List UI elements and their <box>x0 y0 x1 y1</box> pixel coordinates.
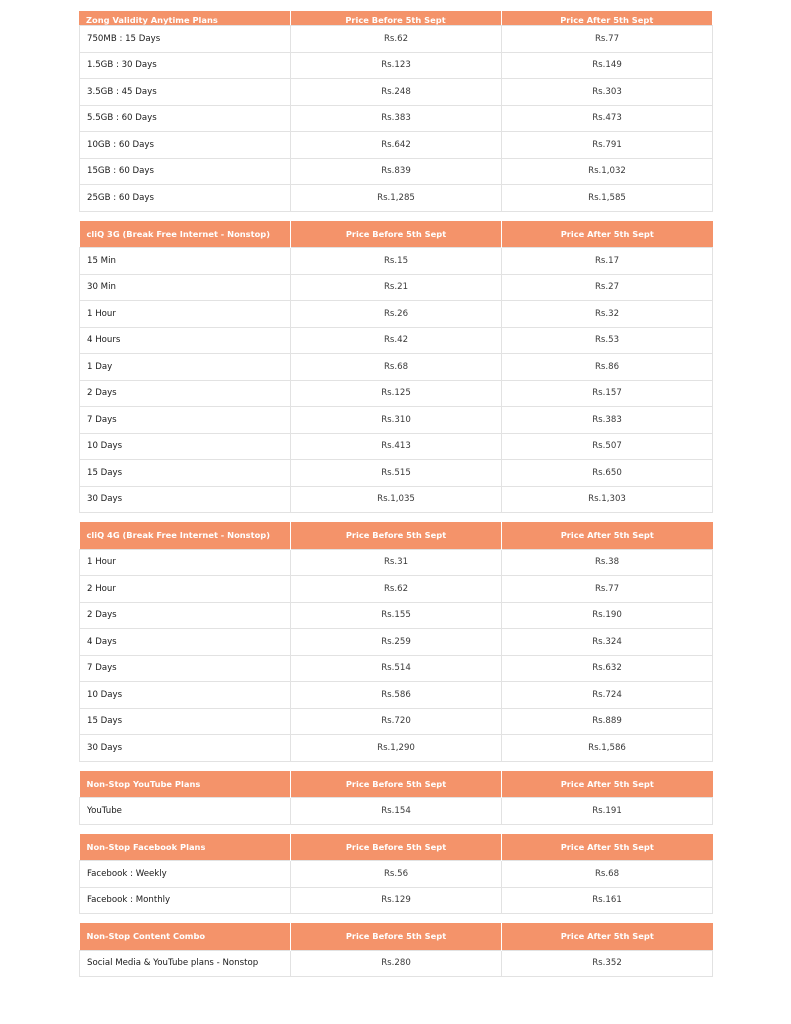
plan-name-cell: 25GB : 60 Days <box>80 185 291 212</box>
plan-name-cell: 2 Hour <box>80 576 291 603</box>
facebook-plans-table <box>79 834 713 915</box>
table-row <box>80 887 713 914</box>
price-after-cell: Rs.1,585 <box>502 185 713 212</box>
youtube-plans-table <box>79 771 713 825</box>
price-after-cell: Rs.1,303 <box>502 486 713 513</box>
table-row <box>80 629 713 656</box>
plan-name-cell: 2 Days <box>80 602 291 629</box>
price-before-cell: Rs.125 <box>291 380 502 407</box>
table-row <box>80 708 713 735</box>
price-after-cell: Rs.77 <box>502 576 713 603</box>
header-price-after: Price After 5th Sept <box>502 771 713 798</box>
table-row <box>80 549 713 576</box>
header-price-after: Price After 5th Sept <box>501 11 712 25</box>
price-tables-page <box>79 11 712 977</box>
plan-name-cell: 1 Day <box>80 354 291 381</box>
header-plan-name: cliQ 3G (Break Free Internet - Nonstop) <box>80 221 291 248</box>
price-after-cell: Rs.324 <box>502 629 713 656</box>
table-row <box>80 460 713 487</box>
table-row <box>80 950 713 977</box>
plan-name-cell: 30 Days <box>80 735 291 762</box>
price-after-cell: Rs.161 <box>502 887 713 914</box>
price-after-cell: Rs.157 <box>502 380 713 407</box>
cliq-3g-plans-table <box>79 221 713 514</box>
table-row <box>80 248 713 275</box>
cliq-4g-plans-table <box>79 522 713 762</box>
price-after-cell: Rs.86 <box>502 354 713 381</box>
price-before-cell: Rs.129 <box>291 887 502 914</box>
table-body <box>80 861 713 914</box>
table-body <box>80 549 713 761</box>
price-after-cell: Rs.27 <box>502 274 713 301</box>
price-after-cell: Rs.190 <box>502 602 713 629</box>
price-after-cell: Rs.17 <box>502 248 713 275</box>
table-spacer <box>79 212 712 221</box>
table-row <box>80 274 713 301</box>
table-row <box>80 158 713 185</box>
header-price-after: Price After 5th Sept <box>502 834 713 861</box>
header-price-after: Price After 5th Sept <box>502 522 713 549</box>
price-after-cell: Rs.889 <box>502 708 713 735</box>
price-after-cell: Rs.473 <box>502 105 713 132</box>
table-body <box>80 248 713 513</box>
price-before-cell: Rs.26 <box>291 301 502 328</box>
table-header-row <box>80 771 713 798</box>
price-before-cell: Rs.31 <box>291 549 502 576</box>
price-before-cell: Rs.1,290 <box>291 735 502 762</box>
price-before-cell: Rs.413 <box>291 433 502 460</box>
price-before-cell: Rs.515 <box>291 460 502 487</box>
plan-name-cell: 750MB : 15 Days <box>80 26 291 53</box>
price-before-cell: Rs.514 <box>291 655 502 682</box>
price-before-cell: Rs.68 <box>291 354 502 381</box>
plan-name-cell: Facebook : Weekly <box>80 861 291 888</box>
table-row <box>80 105 713 132</box>
table-row <box>80 327 713 354</box>
table-row <box>80 354 713 381</box>
price-after-cell: Rs.149 <box>502 52 713 79</box>
table-row <box>80 861 713 888</box>
plan-name-cell: 1 Hour <box>80 549 291 576</box>
plan-name-cell: 15GB : 60 Days <box>80 158 291 185</box>
table-header-row <box>80 221 713 248</box>
plan-name-cell: Facebook : Monthly <box>80 887 291 914</box>
table-spacer <box>79 762 712 771</box>
plan-name-cell: 15 Days <box>80 460 291 487</box>
price-before-cell: Rs.1,035 <box>291 486 502 513</box>
price-after-cell: Rs.352 <box>502 950 713 977</box>
price-after-cell: Rs.724 <box>502 682 713 709</box>
table-row <box>80 185 713 212</box>
table-row <box>80 407 713 434</box>
zong-validity-plans-table-header <box>79 11 712 25</box>
plan-name-cell: 1.5GB : 30 Days <box>80 52 291 79</box>
plan-name-cell: 1 Hour <box>80 301 291 328</box>
plan-name-cell: 15 Days <box>80 708 291 735</box>
plan-name-cell: 7 Days <box>80 407 291 434</box>
header-price-after: Price After 5th Sept <box>502 923 713 950</box>
table-spacer <box>79 513 712 522</box>
content-combo-table <box>79 923 713 977</box>
price-after-cell: Rs.77 <box>502 26 713 53</box>
plan-name-cell: 3.5GB : 45 Days <box>80 79 291 106</box>
price-before-cell: Rs.248 <box>291 79 502 106</box>
table-body <box>80 798 713 825</box>
price-after-cell: Rs.791 <box>502 132 713 159</box>
plan-name-cell: 5.5GB : 60 Days <box>80 105 291 132</box>
table-row <box>80 52 713 79</box>
price-before-cell: Rs.56 <box>291 861 502 888</box>
zong-validity-header-clip <box>79 11 712 25</box>
price-after-cell: Rs.38 <box>502 549 713 576</box>
price-before-cell: Rs.62 <box>291 576 502 603</box>
table-spacer <box>79 914 712 923</box>
price-after-cell: Rs.303 <box>502 79 713 106</box>
table-row <box>80 79 713 106</box>
table-row <box>80 132 713 159</box>
price-after-cell: Rs.53 <box>502 327 713 354</box>
table-row <box>80 433 713 460</box>
price-before-cell: Rs.259 <box>291 629 502 656</box>
table-row <box>80 655 713 682</box>
table-row <box>80 380 713 407</box>
plan-name-cell: 30 Days <box>80 486 291 513</box>
price-before-cell: Rs.1,285 <box>291 185 502 212</box>
price-before-cell: Rs.123 <box>291 52 502 79</box>
header-price-before: Price Before 5th Sept <box>291 771 502 798</box>
table-header-row <box>79 11 712 25</box>
price-before-cell: Rs.155 <box>291 602 502 629</box>
plan-name-cell: 10GB : 60 Days <box>80 132 291 159</box>
table-body <box>80 26 713 212</box>
header-price-before: Price Before 5th Sept <box>291 221 502 248</box>
price-after-cell: Rs.650 <box>502 460 713 487</box>
table-row <box>80 798 713 825</box>
plan-name-cell: 15 Min <box>80 248 291 275</box>
price-after-cell: Rs.632 <box>502 655 713 682</box>
price-before-cell: Rs.310 <box>291 407 502 434</box>
table-row <box>80 602 713 629</box>
plan-name-cell: 7 Days <box>80 655 291 682</box>
price-after-cell: Rs.1,586 <box>502 735 713 762</box>
price-before-cell: Rs.586 <box>291 682 502 709</box>
price-before-cell: Rs.839 <box>291 158 502 185</box>
plan-name-cell: 2 Days <box>80 380 291 407</box>
header-plan-name: Non-Stop YouTube Plans <box>80 771 291 798</box>
price-before-cell: Rs.62 <box>291 26 502 53</box>
table-row <box>80 735 713 762</box>
price-after-cell: Rs.191 <box>502 798 713 825</box>
table-header-row <box>80 923 713 950</box>
header-price-after: Price After 5th Sept <box>502 221 713 248</box>
plan-name-cell: 10 Days <box>80 682 291 709</box>
header-plan-name: Zong Validity Anytime Plans <box>79 11 290 25</box>
header-price-before: Price Before 5th Sept <box>290 11 501 25</box>
price-after-cell: Rs.32 <box>502 301 713 328</box>
price-before-cell: Rs.154 <box>291 798 502 825</box>
price-before-cell: Rs.383 <box>291 105 502 132</box>
plan-name-cell: 10 Days <box>80 433 291 460</box>
plan-name-cell: YouTube <box>80 798 291 825</box>
header-plan-name: Non-Stop Facebook Plans <box>80 834 291 861</box>
table-spacer <box>79 825 712 834</box>
header-plan-name: cliQ 4G (Break Free Internet - Nonstop) <box>80 522 291 549</box>
plan-name-cell: Social Media & YouTube plans - Nonstop <box>80 950 291 977</box>
header-price-before: Price Before 5th Sept <box>291 834 502 861</box>
table-row <box>80 682 713 709</box>
zong-validity-plans-table <box>79 25 713 212</box>
table-row <box>80 486 713 513</box>
table-row <box>80 576 713 603</box>
plan-name-cell: 30 Min <box>80 274 291 301</box>
table-header-row <box>80 834 713 861</box>
plan-name-cell: 4 Hours <box>80 327 291 354</box>
price-after-cell: Rs.1,032 <box>502 158 713 185</box>
table-row <box>80 26 713 53</box>
price-after-cell: Rs.68 <box>502 861 713 888</box>
price-before-cell: Rs.42 <box>291 327 502 354</box>
price-before-cell: Rs.642 <box>291 132 502 159</box>
price-before-cell: Rs.15 <box>291 248 502 275</box>
price-before-cell: Rs.720 <box>291 708 502 735</box>
price-after-cell: Rs.507 <box>502 433 713 460</box>
price-before-cell: Rs.280 <box>291 950 502 977</box>
table-row <box>80 301 713 328</box>
header-price-before: Price Before 5th Sept <box>291 522 502 549</box>
table-body <box>80 950 713 977</box>
table-header-row <box>80 522 713 549</box>
header-plan-name: Non-Stop Content Combo <box>80 923 291 950</box>
price-before-cell: Rs.21 <box>291 274 502 301</box>
plan-name-cell: 4 Days <box>80 629 291 656</box>
header-price-before: Price Before 5th Sept <box>291 923 502 950</box>
price-after-cell: Rs.383 <box>502 407 713 434</box>
